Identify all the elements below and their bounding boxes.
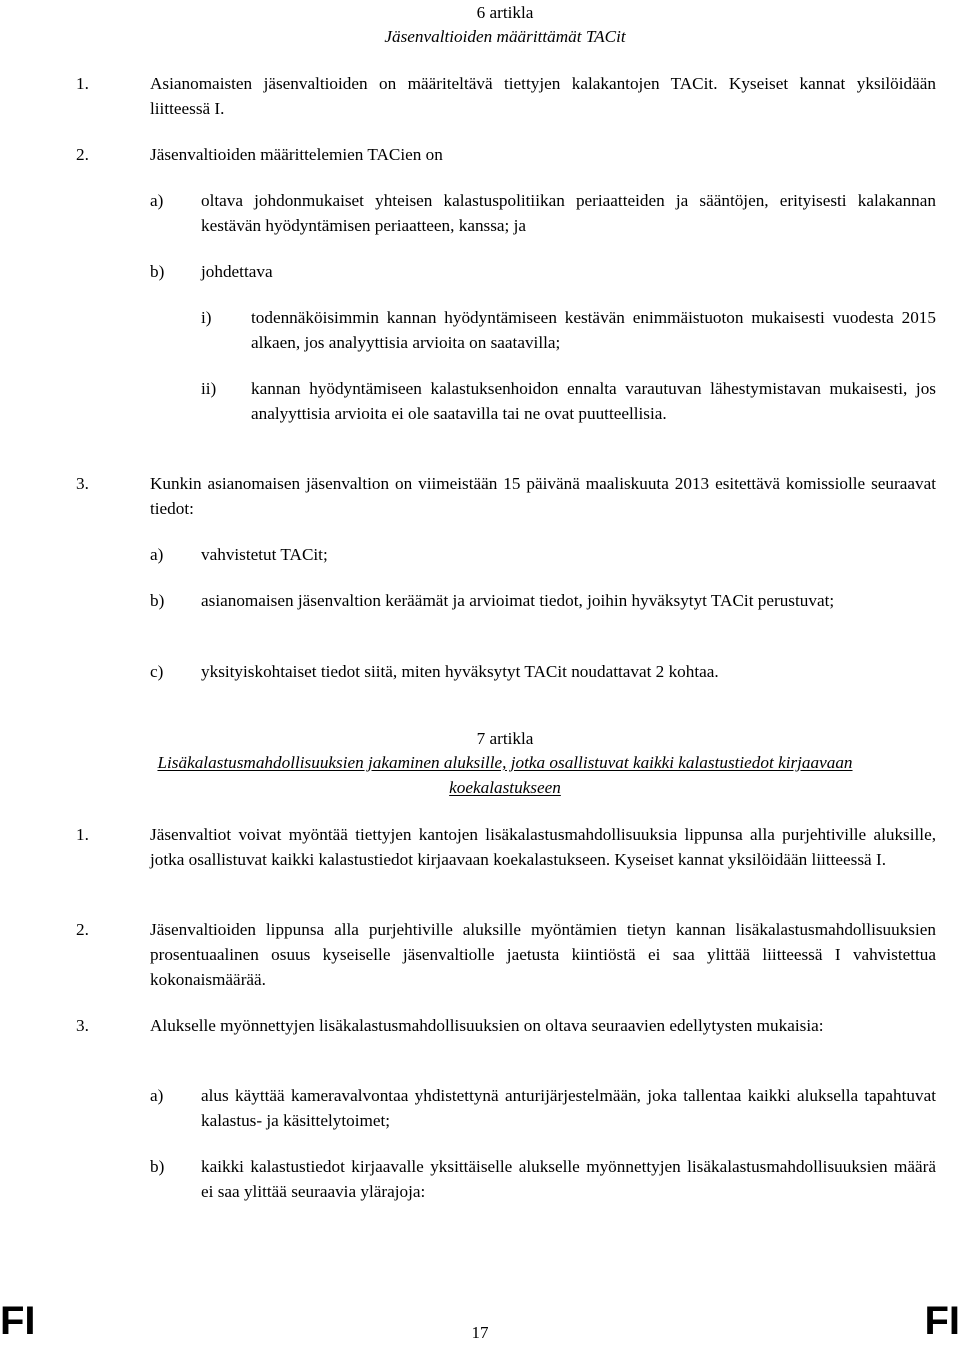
article-6-title: Jäsenvaltioiden määrittämät TACit [384, 27, 626, 46]
art6-paragraph-3-number: 3. [76, 474, 89, 493]
art6-subitem-ii-label: ii) [201, 379, 217, 398]
art7-item-a-label: a) [150, 1086, 164, 1105]
art6-item-a-label: a) [150, 191, 164, 210]
article-6-heading: 6 artikla [476, 3, 534, 22]
art6-subitem-i: todennäköisimmin kannan hyödyntämiseen kestävän enimmäistuoton mukaisesti vuodesta 2015 alkaen, jos analyyttisia arvioita on saatavilla; [251, 308, 936, 352]
art6-p3-item-a: vahvistetut TACit; [201, 545, 328, 564]
art6-item-a: oltava johdonmukaiset yhteisen kalastuspolitiikan periaatteiden ja sääntöjen, erityisesti kalakannan kestävän hyödyntämisen periaatteen, kanssa; ja [201, 191, 936, 235]
art7-paragraph-3-number: 3. [76, 1016, 89, 1035]
art6-p3-item-b: asianomaisen jäsenvaltion keräämät ja arvioimat tiedot, joihin hyväksytyt TACit perustuvat; [201, 591, 835, 610]
art7-paragraph-2-number: 2. [76, 920, 89, 939]
art6-p3-item-a-label: a) [150, 545, 164, 564]
art6-p3-item-c: yksityiskohtaiset tiedot siitä, miten hyväksytyt TACit noudattavat 2 kohtaa. [201, 662, 719, 681]
art6-p3-item-b-label: b) [150, 591, 165, 610]
article-7-heading: 7 artikla [476, 729, 534, 748]
art7-item-b-label: b) [150, 1157, 165, 1176]
art7-paragraph-3: Alukselle myönnettyjen lisäkalastusmahdollisuuksien on oltava seuraavien edellytysten mukaisia: [150, 1016, 824, 1035]
art7-paragraph-2: Jäsenvaltioiden lippunsa alla purjehtiville aluksille myöntämien tietyn kannan lisäkalastusmahdollisuuksien prosentuaalinen osuus kyseiselle jäsenvaltiolle jaetusta kiintiöstä ei saa ylittää liitteessä I vahvistettua kokonaismäärää. [150, 920, 936, 989]
art6-item-b-label: b) [150, 262, 165, 281]
art6-item-b: johdettava [201, 262, 273, 281]
footer-language-code-left: FI [0, 1299, 36, 1343]
art6-paragraph-3: Kunkin asianomaisen jäsenvaltion on viimeistään 15 päivänä maaliskuuta 2013 esitettävä komissiolle seuraavat tiedot: [150, 474, 936, 518]
art7-item-a: alus käyttää kameravalvontaa yhdistettynä anturijärjestelmään, joka tallentaa kaikki aluksella tapahtuvat kalastus- ja käsittelytoimet; [201, 1086, 936, 1130]
art7-item-b: kaikki kalastustiedot kirjaavalle yksittäiselle alukselle myönnettyjen lisäkalastusmahdollisuuksien määrä ei saa ylittää seuraavia ylärajoja: [201, 1157, 936, 1201]
art6-paragraph-2-number: 2. [76, 145, 89, 164]
footer-language-code-right: FI [924, 1299, 960, 1343]
art6-paragraph-2: Jäsenvaltioiden määrittelemien TACien on [150, 145, 443, 164]
art6-paragraph-1-number: 1. [76, 74, 89, 93]
art6-subitem-ii: kannan hyödyntämiseen kalastuksenhoidon ennalta varautuvan lähestymistavan mukaisesti, jos analyyttisia arvioita ei ole saatavilla tai ne ovat puutteellisia. [251, 379, 936, 423]
art6-paragraph-1: Asianomaisten jäsenvaltioiden on määriteltävä tiettyjen kalakantojen TACit. Kyseiset kannat yksilöidään liitteessä I. [150, 74, 936, 118]
art7-paragraph-1-number: 1. [76, 825, 89, 844]
article-7-title: Lisäkalastusmahdollisuuksien jakaminen aluksille, jotka osallistuvat kaikki kalastustiedot kirjaavaan koekalastukseen [157, 753, 853, 797]
art6-p3-item-c-label: c) [150, 662, 164, 681]
art6-subitem-i-label: i) [201, 308, 212, 327]
page-number: 17 [471, 1323, 489, 1342]
art7-paragraph-1: Jäsenvaltiot voivat myöntää tiettyjen kantojen lisäkalastusmahdollisuuksia lippunsa alla purjehtiville aluksille, jotka osallistuvat kaikki kalastustiedot kirjaavaan koekalastukseen. Kyseiset kannat yksilöidään liitteessä I. [150, 825, 936, 869]
